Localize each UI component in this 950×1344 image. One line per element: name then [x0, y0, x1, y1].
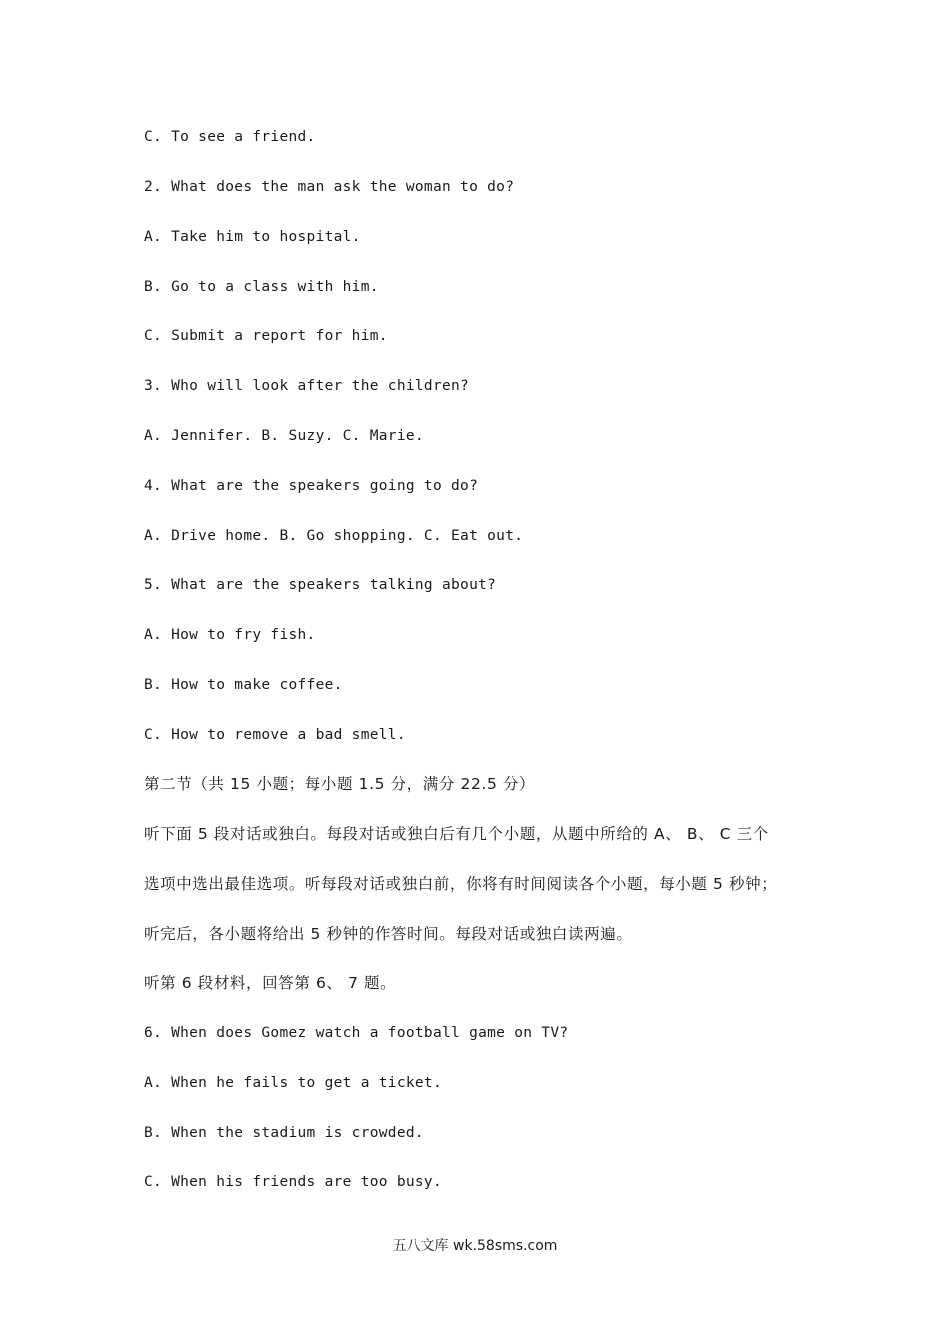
- footer-watermark: 五八文库 wk.58sms.com: [392, 1238, 558, 1254]
- option-5c: C. How to remove a bad smell.: [144, 727, 406, 743]
- material-6-intro: 听第 6 段材料，回答第 6、 7 题。: [144, 974, 397, 992]
- option-2b: B. Go to a class with him.: [144, 279, 379, 295]
- option-2c: C. Submit a report for him.: [144, 328, 388, 344]
- instructions-line-2: 选项中选出最佳选项。听每段对话或独白前，你将有时间阅读各个小题，每小题 5 秒钟；: [144, 875, 778, 893]
- instructions-line-1: 听下面 5 段对话或独白。每段对话或独白后有几个小题，从题中所给的 A、 B、 C 三个: [144, 825, 769, 843]
- option-6b: B. When the stadium is crowded.: [144, 1125, 424, 1141]
- instructions-line-3: 听完后，各小题将给出 5 秒钟的作答时间。每段对话或独白读两遍。: [144, 925, 633, 943]
- question-6: 6. When does Gomez watch a football game on TV?: [144, 1025, 569, 1041]
- option-5b: B. How to make coffee.: [144, 677, 343, 693]
- options-4: A. Drive home. B. Go shopping. C. Eat out.: [144, 528, 524, 544]
- section-heading: 第二节（共 15 小题；每小题 1.5 分，满分 22.5 分）: [144, 775, 536, 793]
- question-3: 3. Who will look after the children?: [144, 378, 470, 394]
- option-2a: A. Take him to hospital.: [144, 229, 361, 245]
- option-6a: A. When he fails to get a ticket.: [144, 1075, 442, 1091]
- option-6c: C. When his friends are too busy.: [144, 1174, 442, 1190]
- option-5a: A. How to fry fish.: [144, 627, 316, 643]
- option-1c: C. To see a friend.: [144, 129, 316, 145]
- question-5: 5. What are the speakers talking about?: [144, 577, 497, 593]
- question-4: 4. What are the speakers going to do?: [144, 478, 479, 494]
- options-3: A. Jennifer. B. Suzy. C. Marie.: [144, 428, 424, 444]
- question-2: 2. What does the man ask the woman to do?: [144, 179, 515, 195]
